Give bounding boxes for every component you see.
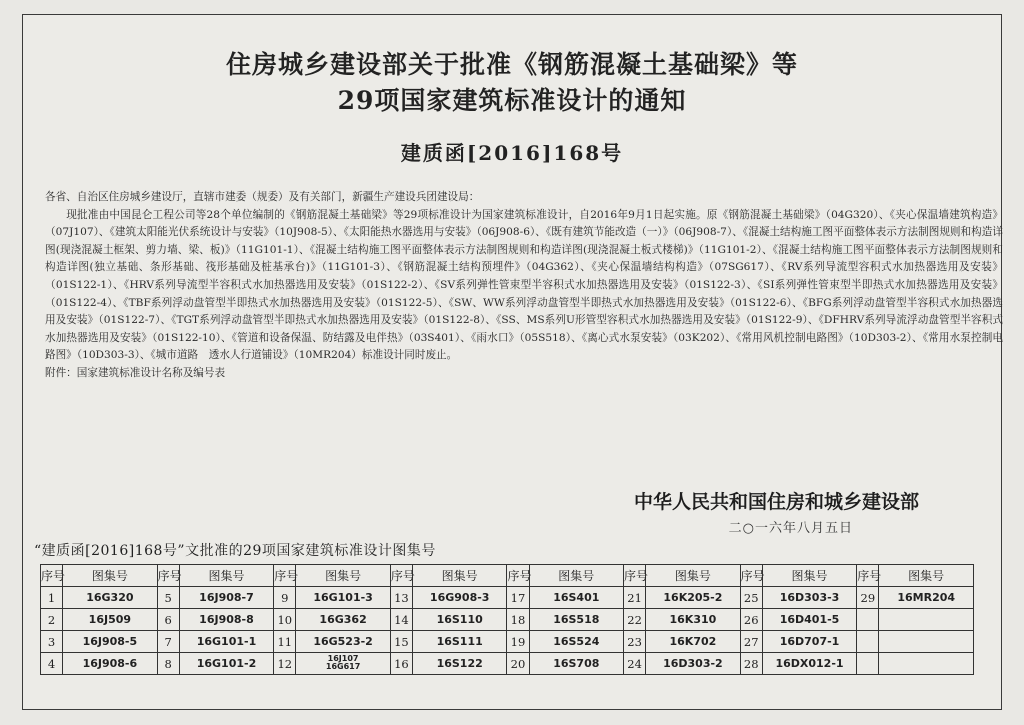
seq-cell: 9 [274, 587, 296, 609]
notice-body [45, 189, 1003, 383]
seq-cell: 2 [41, 609, 63, 631]
table-row [41, 609, 974, 631]
code-cell: 16K310 [646, 609, 741, 631]
code-cell: 16S518 [529, 609, 624, 631]
seq-cell: 26 [740, 609, 762, 631]
seq-cell: 7 [157, 631, 179, 653]
document-number: 建质函[2016]168号 [400, 141, 624, 165]
seq-cell: 15 [390, 631, 412, 653]
seq-cell: 3 [41, 631, 63, 653]
code-cell: 16D401-5 [762, 609, 857, 631]
code-cell: 16S122 [412, 653, 507, 675]
code-cell: 16J509 [63, 609, 158, 631]
header-seq: 序号 [390, 565, 412, 587]
table-row [41, 587, 974, 609]
header-code: 图集号 [179, 565, 274, 587]
code-cell: 16G101-3 [296, 587, 391, 609]
seq-cell: 13 [390, 587, 412, 609]
code-cell: 16D303-2 [646, 653, 741, 675]
seq-cell: 11 [274, 631, 296, 653]
code-cell: 16J908-7 [179, 587, 274, 609]
code-cell: 16G101-2 [179, 653, 274, 675]
code-cell: 16D707-1 [762, 631, 857, 653]
attachment-line: 附件：国家建筑标准设计名称及编号表 [45, 366, 226, 379]
seq-cell: 10 [274, 609, 296, 631]
code-cell: 16J908-5 [63, 631, 158, 653]
seq-cell: 16 [390, 653, 412, 675]
seq-cell: 18 [507, 609, 529, 631]
title-line-1: 住房城乡建设部关于批准《钢筋混凝土基础梁》等 [225, 50, 798, 79]
header-seq: 序号 [507, 565, 529, 587]
code-cell: 16K205-2 [646, 587, 741, 609]
seq-cell: 4 [41, 653, 63, 675]
table-header-row [41, 565, 974, 587]
code-cell [879, 609, 974, 631]
seq-cell: 20 [507, 653, 529, 675]
code-cell: 16S708 [529, 653, 624, 675]
seq-cell: 25 [740, 587, 762, 609]
header-seq: 序号 [857, 565, 879, 587]
code-cell [296, 653, 391, 675]
code-cell: 16K702 [646, 631, 741, 653]
header-code: 图集号 [646, 565, 741, 587]
seq-cell [857, 609, 879, 631]
salutation: 各省、自治区住房城乡建设厅，直辖市建委（规委）及有关部门，新疆生产建设兵团建设局： [45, 191, 480, 203]
seq-cell [857, 653, 879, 675]
seq-cell: 23 [624, 631, 646, 653]
seq-cell: 27 [740, 631, 762, 653]
code-cell: 16G320 [63, 587, 158, 609]
standard-sets-table [40, 564, 974, 675]
stacked-code: 16J107 16G617 [325, 654, 361, 671]
header-seq: 序号 [740, 565, 762, 587]
seq-cell: 1 [41, 587, 63, 609]
seq-cell: 5 [157, 587, 179, 609]
code-cell: 16J908-8 [179, 609, 274, 631]
seq-cell: 6 [157, 609, 179, 631]
header-seq: 序号 [624, 565, 646, 587]
seq-cell: 14 [390, 609, 412, 631]
seq-cell: 24 [624, 653, 646, 675]
code-cell: 16G908-3 [412, 587, 507, 609]
code-cell: 16S110 [412, 609, 507, 631]
seq-cell: 12 [274, 653, 296, 675]
header-seq: 序号 [274, 565, 296, 587]
header-seq: 序号 [41, 565, 63, 587]
seq-cell: 28 [740, 653, 762, 675]
issuing-organization: 中华人民共和国住房和城乡建设部 [633, 491, 919, 513]
header-code: 图集号 [63, 565, 158, 587]
code-cell: 16G523-2 [296, 631, 391, 653]
table-caption: “建质函[2016]168号”文批准的29项国家建筑标准设计图集号 [34, 543, 436, 559]
seq-cell: 29 [857, 587, 879, 609]
table-row [41, 653, 974, 675]
seq-cell: 8 [157, 653, 179, 675]
seq-cell: 19 [507, 631, 529, 653]
seq-cell: 22 [624, 609, 646, 631]
header-code: 图集号 [762, 565, 857, 587]
code-cell: 16MR204 [879, 587, 974, 609]
code-cell: 16D303-3 [762, 587, 857, 609]
code-cell [879, 653, 974, 675]
header-code: 图集号 [529, 565, 624, 587]
code-cell [879, 631, 974, 653]
code-cell: 16S524 [529, 631, 624, 653]
header-code: 图集号 [412, 565, 507, 587]
table-row [41, 631, 974, 653]
header-code: 图集号 [879, 565, 974, 587]
header-seq: 序号 [157, 565, 179, 587]
title-line-2: 29项国家建筑标准设计的通知 [337, 86, 687, 115]
code-cell: 16G362 [296, 609, 391, 631]
main-paragraph: 现批准由中国昆仑工程公司等28个单位编制的《钢筋混凝土基础梁》等29项标准设计为国家建筑标准设计，自2016年9月1日起实施。原《钢筋混凝土基础梁》（04G320）、《夹心保温墙建筑构造》（07J107）、《建筑太阳能光伏系统设计与安装》（10J908-5）、《太阳能热水器选用与安装》（06J908-6）、《既有建筑节能改造（一）》（06J908-7）、《混凝土结构施工图平面整体表示方法制图规则和构造详图(现浇混凝土框架、剪力墙、梁、板)》（11G101-1）、《混凝土结构施工图平面整体表示方法制图规则和构造详图(现浇混凝土板式楼梯)》（11G101-2）、《混凝土结构施工图平面整体表示方法制图规则和构造详图(独立基础、条形基础、筏形基础及桩基承台)》（11G101-3）、《钢筋混凝土结构预埋件》（04G362）、《夹心保温墙结构构造》（07SG617）、《RV系列导流型容积式水加热器选用及安装》（01S122-1）、《HRV系列导流型半容积式水加热器选用及安装》（01S122-2）、《SV系列弹性管束型半容积式水加热器选用及安装》（01S122-3）、《SI系列弹性管束型半即热式水加热器选用及安装》（01S122-4）、《TBF系列浮动盘管型半即热式水加热器选用及安装》（01S122-5）、《SW、WW系列浮动盘管型半即热式水加热器选用及安装》（01S122-6）、《BFG系列浮动盘管型半容积式水加热器选用及安装》（01S122-7）、《TGT系列浮动盘管型半即热式水加热器选用及安装》（01S122-8）、《SS、MS系列U形管型容积式水加热器选用及安装》（01S122-9）、《DFHRV系列导流浮动盘管型半容积式水加热器选用及安装》（01S122-10）、《管道和设备保温、防结露及电伴热》（03S401）、《雨水口》（05S518）、《离心式水泵安装》（03K202）、《常用风机控制电路图》（10D303-2）、《常用水泵控制电路图》（10D303-3）、《城市道路 透水人行道铺设》（10MR204）标准设计同时废止。 [45, 208, 1003, 362]
seq-cell: 21 [624, 587, 646, 609]
header-code: 图集号 [296, 565, 391, 587]
code-cell: 16G101-1 [179, 631, 274, 653]
seq-cell [857, 631, 879, 653]
code-cell: 16S111 [412, 631, 507, 653]
code-cell: 16DX012-1 [762, 653, 857, 675]
code-cell: 16S401 [529, 587, 624, 609]
code-cell: 16J908-6 [63, 653, 158, 675]
seq-cell: 17 [507, 587, 529, 609]
issue-date: 二○一六年八月五日 [728, 521, 853, 536]
